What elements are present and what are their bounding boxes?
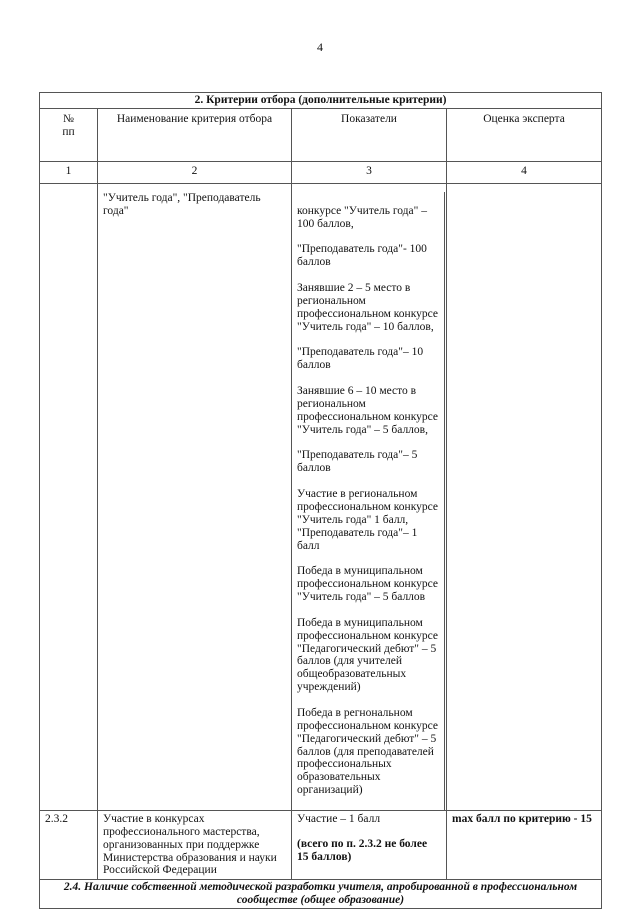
- criterion-name: Участие в конкурсах профессионального мастерства, организованных при поддержке Министерства образования и науки Российской Федерации: [98, 810, 292, 879]
- expert-score: max балл по критерию - 15: [447, 810, 602, 879]
- indicators-cell: [292, 810, 447, 879]
- column-number-2: 2: [98, 161, 292, 183]
- indicator-line: Победа в муниципальном профессиональном конкурсе "Педагогический дебют" – 5 баллов (для учителей общеобразовательных учреждений): [297, 616, 438, 694]
- table-row: [40, 810, 602, 879]
- header-indicators: Показатели: [292, 108, 447, 161]
- indicator-line: Участие в региональном профессиональном конкурсе "Учитель года" 1 балл, "Преподаватель года"– 1 балл: [297, 488, 438, 552]
- indicator-line: Победа в регнональном профессиональном конкурсе "Педагогический дебют" – 5 баллов (для преподавателей профессиональных образовательных организаций): [297, 706, 438, 797]
- indicator-line: Участие – 1 балл: [297, 812, 381, 825]
- indicator-line: Победа в муниципальном профессиональном конкурсе "Учитель года" – 5 баллов: [297, 565, 438, 603]
- table-title: 2. Критерии отбора (дополнительные критерии): [40, 93, 602, 109]
- header-number: № пп: [40, 108, 98, 161]
- section-heading: 2.4. Наличие собственной методической разработки учителя, апробированной в профессиональном сообществе (общее образование): [40, 880, 602, 909]
- header-expert-score: Оценка эксперта: [447, 108, 602, 161]
- indicator-line: "Преподаватель года"- 100 баллов: [297, 243, 427, 269]
- column-number-1: 1: [40, 161, 98, 183]
- indicator-line: "Преподаватель года"– 10 баллов: [297, 346, 424, 372]
- header-criterion-name: Наименование критерия отбора: [98, 108, 292, 161]
- indicator-line: Занявшие 2 – 5 место в региональном профессиональном конкурсе "Учитель года" – 10 баллов,: [297, 282, 438, 333]
- page-number: 4: [317, 40, 323, 54]
- column-number-4: 4: [447, 161, 602, 183]
- indicator-line: Занявшие 6 – 10 место в региональном профессиональном конкурсе "Учитель года" – 5 баллов,: [297, 385, 438, 436]
- indicators-cell: [292, 183, 447, 810]
- column-number-3: 3: [292, 161, 447, 183]
- expert-score: [447, 183, 602, 810]
- criteria-table: [39, 92, 602, 909]
- row-number: 2.3.2: [40, 810, 98, 879]
- indicator-line: "Преподаватель года"– 5 баллов: [297, 449, 418, 475]
- row-number: [40, 183, 98, 810]
- indicators-list: [297, 192, 445, 810]
- indicator-line: конкурсе "Учитель года" – 100 баллов,: [297, 204, 427, 230]
- table-row: [40, 183, 602, 810]
- indicator-total: (всего по п. 2.3.2 не более 15 баллов): [297, 837, 428, 863]
- criterion-name: "Учитель года", "Преподаватель года": [98, 183, 292, 810]
